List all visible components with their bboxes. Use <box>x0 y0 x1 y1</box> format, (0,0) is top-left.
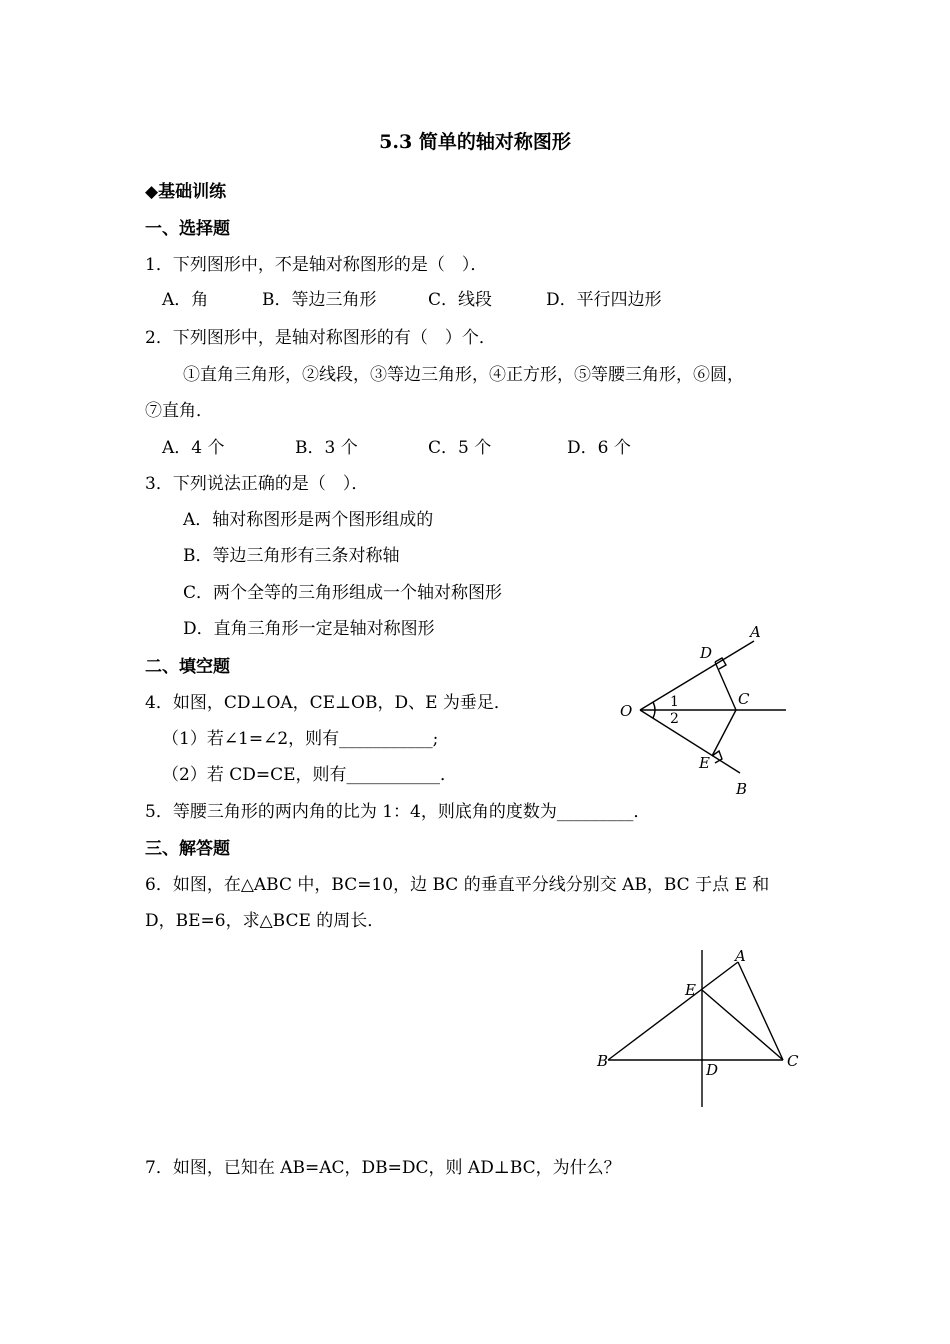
question-4-stem: 4．如图，CD⊥OA，CE⊥OB，D、E 为垂足． <box>145 693 511 713</box>
segment-cd <box>715 662 736 710</box>
question-2-option-c: C．5 个 <box>428 438 492 458</box>
side-ba <box>608 962 738 1060</box>
question-1-stem: 1．下列图形中，不是轴对称图形的是（ ）． <box>145 255 488 275</box>
question-3-option-d: D．直角三角形一定是轴对称图形 <box>183 619 435 639</box>
label-c: C <box>738 690 750 708</box>
figure-triangle-bisector <box>590 945 820 1115</box>
label-b: B <box>736 780 748 798</box>
section-basic-training: ◆基础训练 <box>145 182 227 202</box>
question-6-line1: 6．如图，在△ABC 中，BC=10，边 BC 的垂直平分线分别交 AB，BC 于点 E 和 <box>145 875 770 895</box>
label-b: B <box>597 1052 609 1070</box>
segment-ec <box>702 990 783 1060</box>
heading-multiple-choice: 一、选择题 <box>145 219 230 239</box>
question-1-option-a: A．角 <box>162 290 209 310</box>
question-7: 7．如图，已知在 AB=AC，DB=DC，则 AD⊥BC，为什么？ <box>145 1158 621 1178</box>
label-angle-2: 2 <box>670 711 679 727</box>
heading-fill-in-blank: 二、填空题 <box>145 657 230 677</box>
label-e: E <box>699 754 710 772</box>
question-2-option-d: D．6 个 <box>567 438 631 458</box>
label-c: C <box>787 1052 799 1070</box>
label-d: D <box>706 1061 719 1079</box>
question-1-option-c: C．线段 <box>428 290 493 310</box>
question-2-option-b: B．3 个 <box>295 438 358 458</box>
label-a: A <box>735 947 746 965</box>
question-4-sub1: （1）若∠1=∠2，则有___________; <box>162 729 439 749</box>
question-3-option-a: A．轴对称图形是两个图形组成的 <box>183 510 434 530</box>
segment-ce <box>712 710 736 756</box>
question-2-option-a: A．4 个 <box>162 438 225 458</box>
ray-ob <box>640 710 740 773</box>
question-5: 5．等腰三角形的两内角的比为 1：4，则底角的度数为_________． <box>145 802 651 822</box>
question-2-stem: 2．下列图形中，是轴对称图形的有（ ）个． <box>145 328 496 348</box>
question-3-stem: 3．下列说法正确的是（ ）． <box>145 474 369 494</box>
page-title: 5.3 简单的轴对称图形 <box>379 131 571 153</box>
label-d: D <box>700 644 713 662</box>
question-3-option-b: B．等边三角形有三条对称轴 <box>183 546 400 566</box>
figure-angle-bisector <box>600 615 810 805</box>
label-a: A <box>750 623 761 641</box>
question-4-sub2: （2）若 CD=CE，则有___________． <box>162 765 458 785</box>
question-1-option-b: B．等边三角形 <box>262 290 377 310</box>
question-2-list-line2: ⑦直角． <box>145 401 213 421</box>
question-3-option-c: C．两个全等的三角形组成一个轴对称图形 <box>183 583 503 603</box>
ray-oa <box>640 641 754 710</box>
question-1-option-d: D．平行四边形 <box>546 290 662 310</box>
label-angle-1: 1 <box>670 694 679 710</box>
side-ac <box>738 962 783 1060</box>
label-e: E <box>685 981 696 999</box>
question-6-line2: D，BE=6，求△BCE 的周长． <box>145 911 385 931</box>
question-2-list-line1: ①直角三角形，②线段，③等边三角形，④正方形，⑤等腰三角形，⑥圆， <box>183 365 744 385</box>
heading-problem-solving: 三、解答题 <box>145 839 230 859</box>
label-o: O <box>620 702 633 720</box>
